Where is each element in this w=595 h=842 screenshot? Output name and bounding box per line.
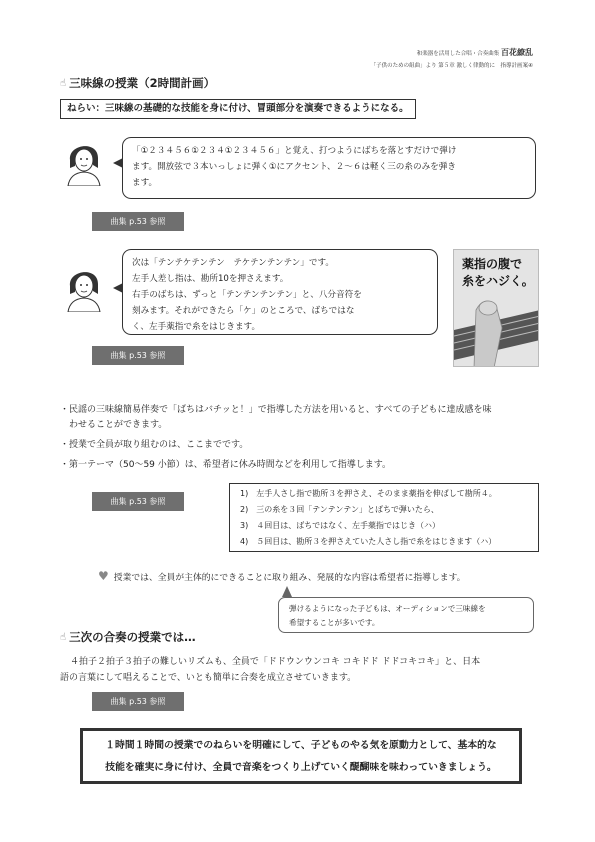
summary-box (80, 728, 522, 784)
bubble-2-tail (113, 283, 123, 293)
step-item-2: 2) 三の糸を３回「テンテンテン」とばちで弾いたら、 (240, 505, 439, 514)
bullet-item-1 (60, 403, 550, 433)
pointing-hand-icon: ☝ (60, 77, 67, 89)
bullet-list (60, 403, 550, 473)
shamisen-finger-photo (453, 249, 539, 367)
step-item-4: 4) ５回目は、勘所３を押さえていた人さし指で糸をはじきます（ハ） (240, 537, 497, 546)
teacher-avatar (62, 264, 106, 312)
header-collection-name: 百花繚乱 (501, 48, 533, 57)
bubble-1-line-1: 「①２３４５６①２３４①２３４５６」と覚え、打つようにばちを落とすだけで弾け (132, 146, 457, 156)
bubble-2-line-1: 次は「テンテケテンテン テケテンテンテン」です。 (132, 258, 334, 268)
summary-line-1: １時間１時間の授業でのねらいを明確にして、子どものやる気を原動力として、基本的な (105, 740, 497, 751)
callout-tail (282, 586, 292, 597)
section-title-2 (60, 629, 196, 645)
paragraph-line-1: ４拍子２拍子３拍子の難しいリズムも、全員で「ドドウンウンコキ コキドド ドドコキコキ」と、日本 (70, 657, 481, 667)
bubble-2-line-5: く、左手薬指で糸をはじきます。 (132, 322, 261, 332)
bubble-2-line-3: 右手のばちは、ずっと「テンテンテンテン」と、八分音符を (132, 290, 362, 300)
pointing-hand-icon: ☝ (60, 631, 67, 643)
speech-bubble-1 (122, 137, 536, 199)
bullet-item-1-line-1: ・民謡の三味線簡易伴奏で「ばちはバチッと！」で指導した方法を用いると、すべての子どもに達成感を味 (60, 405, 492, 415)
header-line-1 (417, 47, 533, 58)
bullet-item-3: ・第一テーマ（50～59 小節）は、希望者に休み時間などを利用して指導します。 (60, 460, 392, 470)
heart-icon: ♥ (98, 569, 109, 583)
bullet-item-2: ・授業で全員が取り組むのは、ここまでです。 (60, 440, 249, 450)
summary-line-2: 技能を確実に身に付け、全員で音楽をつくり上げていく醍醐味を味わっていきましょう。 (105, 762, 497, 773)
reference-label-2: 曲集 p.53 参照 (92, 346, 184, 365)
bubble-1-line-2: ます。開放弦で３本いっしょに弾く①にアクセント、２～６は軽く三の糸のみを弾き (132, 162, 456, 172)
bubble-2-line-4: 刻みます。それができたら「ケ」のところで、ばちではな (132, 306, 355, 316)
photo-caption-line-1: 薬指の腹で (462, 257, 523, 271)
section-title-2-text: 三次の合奏の授業では… (69, 630, 196, 644)
bubble-1-line-3: ます。 (132, 178, 158, 188)
bubble-2-line-2: 左手人差し指は、勘所10を押さえます。 (132, 274, 289, 284)
steps-box (229, 483, 539, 552)
step-item-3: 3) ４回目は、ばちではなく、左手薬指ではじき（ハ） (240, 521, 440, 530)
bubble-1-tail (113, 158, 123, 168)
reference-label-3: 曲集 p.53 参照 (92, 492, 184, 511)
section-title-1-text: 三味線の授業（2時間計画） (69, 76, 216, 90)
speech-bubble-2 (122, 249, 438, 335)
heart-note (98, 569, 465, 583)
heart-note-text: 授業では、全員が主体的にできることに取り組み、発展的な内容は希望者に指導します。 (113, 572, 466, 583)
bullet-item-1-line-2: わせることができます。 (60, 420, 168, 430)
callout-line-1: 弾けるようになった子どもは、オーディションで三味線を (289, 604, 486, 613)
photo-caption (462, 256, 534, 290)
header-collection-label: 和楽器を活用した合唱・合奏曲集 (416, 51, 500, 57)
callout-line-2: 希望することが多いです。 (289, 618, 380, 627)
section-title-1 (60, 75, 215, 91)
photo-caption-line-2: 糸をハジく。 (462, 274, 534, 288)
paragraph-line-2: 語の言葉にして唱えることで、いとも簡単に合奏を成立させていきます。 (60, 673, 357, 683)
section-2-paragraph (60, 654, 550, 686)
reference-label-4: 曲集 p.53 参照 (92, 692, 184, 711)
step-item-1: 1) 左手人さし指で勘所３を押さえ、そのまま薬指を伸ばして勘所４。 (240, 489, 497, 498)
callout-note (278, 597, 534, 633)
header-line-2: 「子供のための組曲」より 第５章 激しく律動的に 指導計画案④ (370, 63, 533, 69)
teacher-avatar (62, 138, 106, 186)
aim-box: ねらい：三味線の基礎的な技能を身に付け、冒頭部分を演奏できるようになる。 (60, 99, 416, 119)
reference-label-1: 曲集 p.53 参照 (92, 212, 184, 231)
